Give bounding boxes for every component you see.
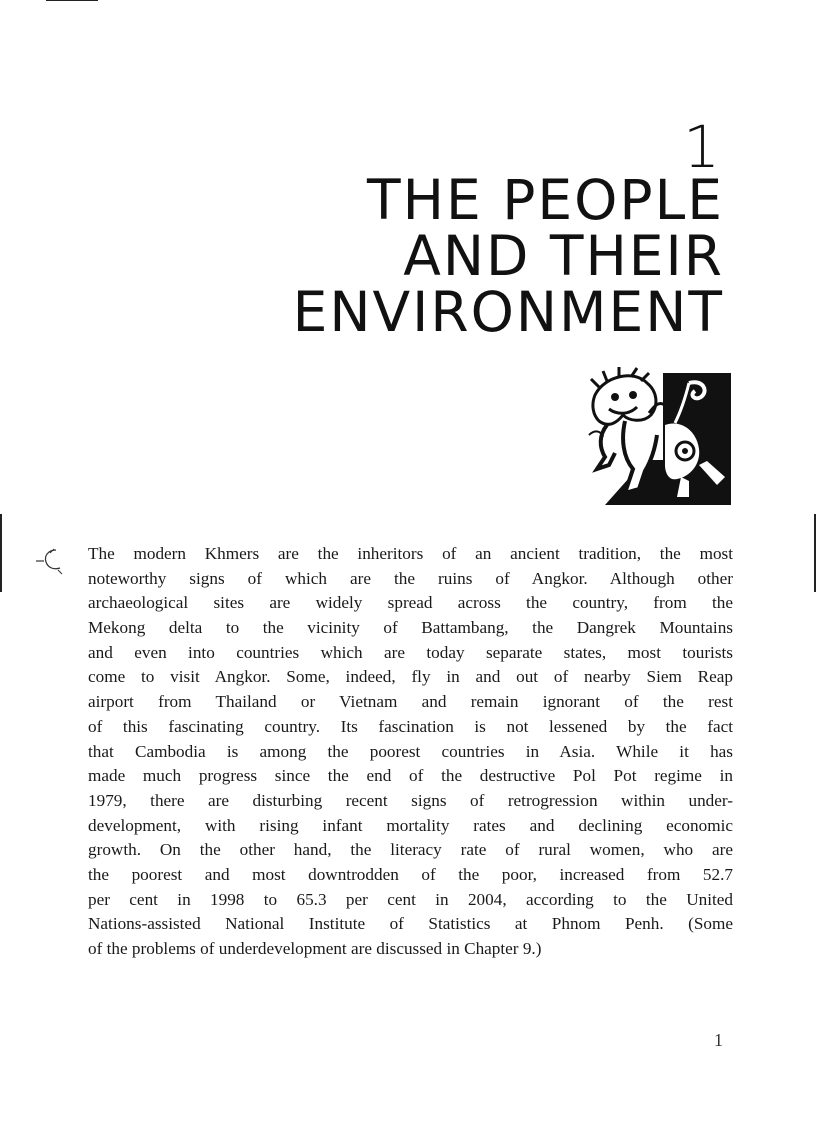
body-line: of this fascinating country. Its fascination is not lessened by the fact (88, 716, 733, 736)
body-line: development, with rising infant mortality rates and declining economic (88, 815, 733, 835)
left-edge-mark (0, 514, 2, 592)
body-line: per cent in 1998 to 65.3 per cent in 2004, according to the United (88, 889, 733, 909)
body-line: that Cambodia is among the poorest countries in Asia. While it has (88, 741, 733, 761)
body-line: Nations-assisted National Institute of Statistics at Phnom Penh. (Some (88, 914, 733, 934)
chapter-title-line: AND THEIR (403, 224, 724, 288)
top-rule (46, 0, 98, 1)
body-line: Mekong delta to the vicinity of Battambang, the Dangrek Mountains (88, 618, 733, 638)
chapter-number: 1 (683, 113, 720, 181)
body-line: of the problems of underdevelopment are discussed in Chapter 9.) (88, 939, 542, 958)
drop-ornament-icon (34, 544, 74, 580)
body-line: noteworthy signs of which are the ruins of Angkor. Although other (88, 568, 733, 588)
chapter-title-line: ENVIRONMENT (292, 280, 724, 344)
body-line: come to visit Angkor. Some, indeed, fly in and out of nearby Siem Reap (88, 667, 733, 687)
body-line: growth. On the other hand, the literacy rate of rural women, who are (88, 840, 733, 860)
body-line: and even into countries which are today separate states, most tourists (88, 642, 733, 662)
page-number: 1 (714, 1030, 723, 1050)
chapter-title (292, 168, 724, 344)
body-line: The modern Khmers are the inheritors of an ancient tradition, the most (88, 544, 733, 563)
chapter-title-line: THE PEOPLE (367, 168, 724, 232)
body-line: the poorest and most downtrodden of the poor, increased from 52.7 (88, 864, 733, 884)
body-line: made much progress since the end of the destructive Pol Pot regime in (88, 766, 733, 786)
mythical-lion-emblem-icon (585, 365, 731, 505)
body-paragraph (88, 542, 733, 962)
body-line: archaeological sites are widely spread across the country, from the (88, 593, 733, 613)
body-line: airport from Thailand or Vietnam and remain ignorant of the rest (88, 692, 733, 712)
body-line: 1979, there are disturbing recent signs of retrogression within under- (88, 790, 733, 810)
